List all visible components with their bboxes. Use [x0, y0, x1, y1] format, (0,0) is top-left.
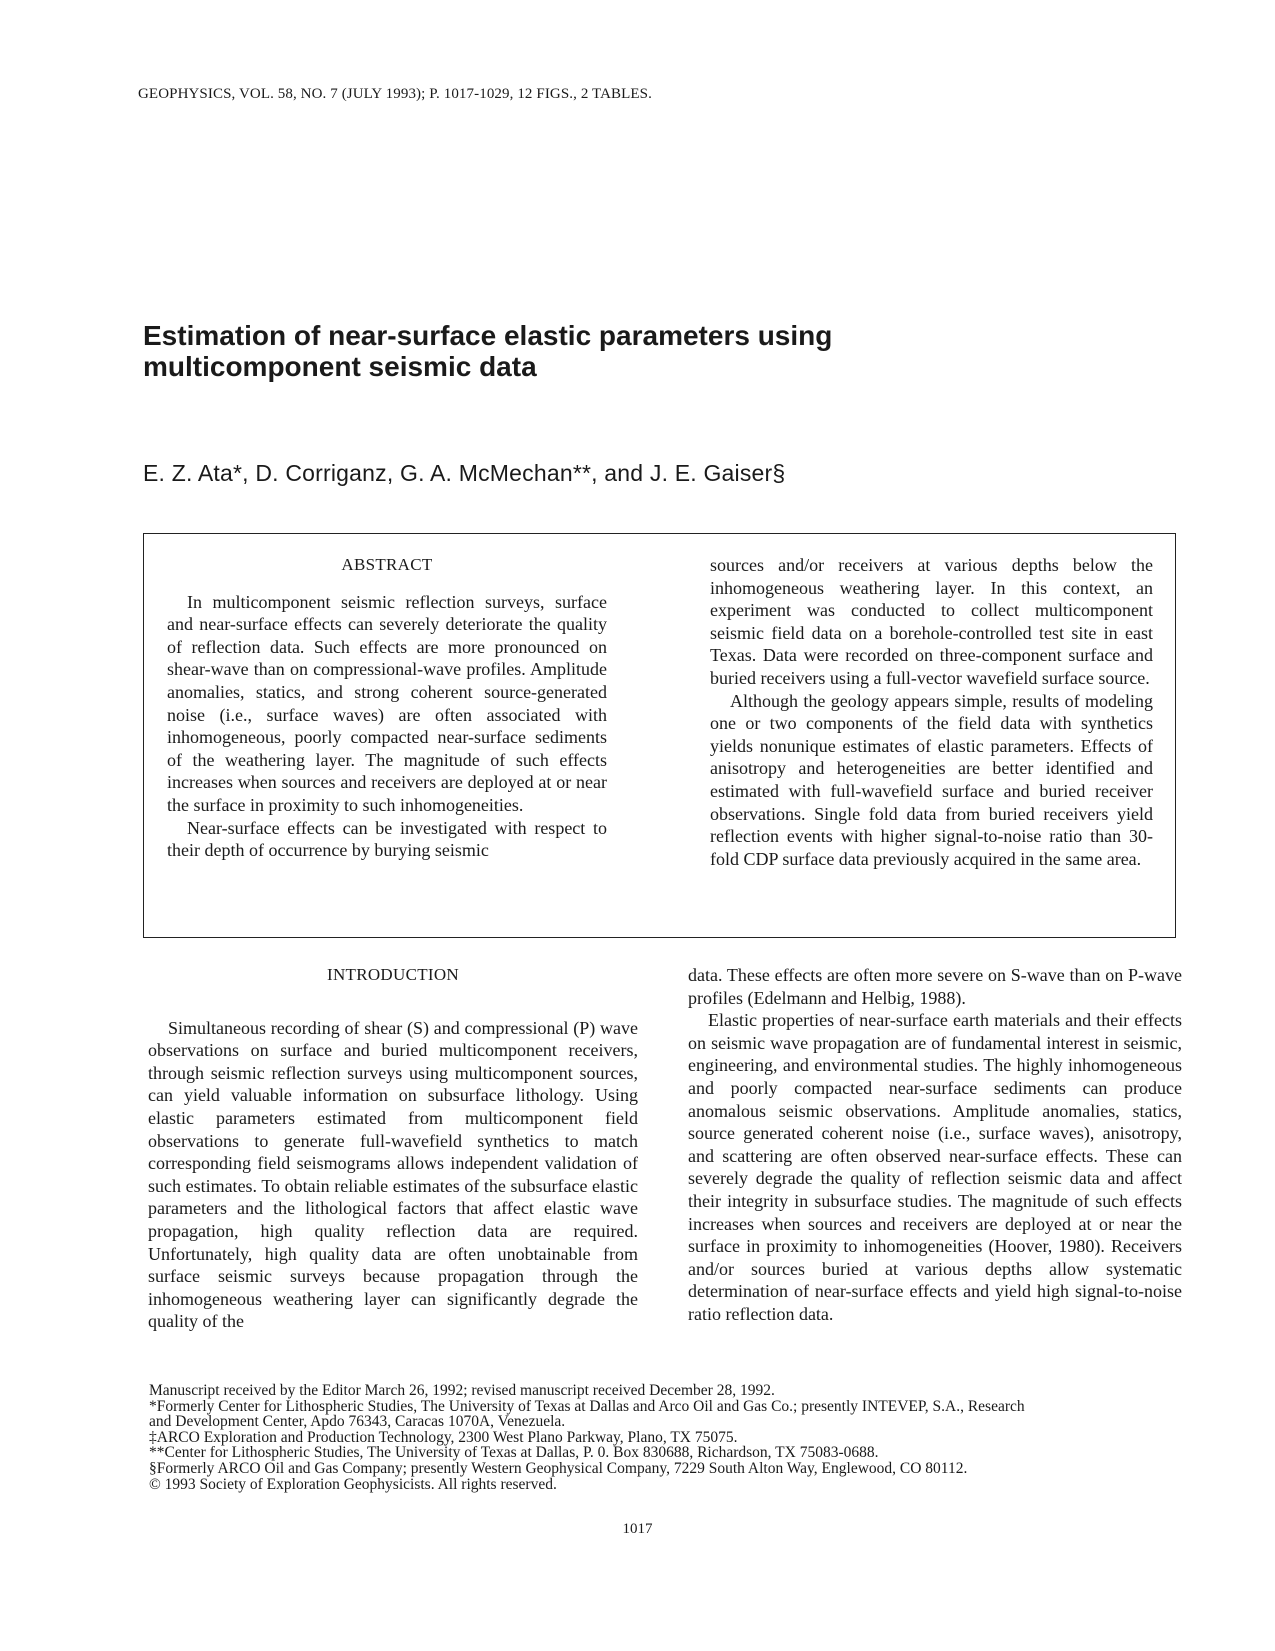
introduction-right-column: [688, 964, 1182, 1326]
introduction-paragraph-2: Elastic properties of near-surface earth materials and their effects on seismic wave propagation are of fundamental interest in seismic, engineering, and environmental studies. The highly inhomogeneous and poorly compacted near-surface sediments can produce anomalous seismic observations. Amplitude anomalies, statics, source generated coherent noise (i.e., surface waves), anisotropy, and scattering are often observed near-surface effects. These can severely degrade the quality of reflection seismic data and affect their integrity in subsurface studies. The magnitude of such effects increases when sources and receivers are deployed at or near the surface in proximity to inhomogeneities (Hoover, 1980). Receivers and/or sources buried at various depths allow systematic determination of near-surface effects and yield high signal-to-noise ratio reflection data.: [688, 1010, 1182, 1324]
abstract-paragraph-2: Near-surface effects can be investigated with respect to their depth of occurrence by burying seismic: [167, 817, 607, 861]
abstract-paragraph-1: In multicomponent seismic reflection surveys, surface and near-surface effects can severely deteriorate the quality of reflection data. Such effects are more pronounced on shear-wave than on compressional-wave profiles. Amplitude anomalies, statics, and strong coherent source-generated noise (i.e., surface waves) are often associated with inhomogeneous, poorly compacted near-surface sediments of the weathering layer. The magnitude of such effects increases when sources and receivers are deployed at or near the surface in proximity to such inhomogeneities.: [167, 591, 607, 815]
abstract-heading: ABSTRACT: [341, 555, 433, 574]
footnote-manuscript: Manuscript received by the Editor March 26, 1992; revised manuscript received December 28, 1992.: [149, 1382, 775, 1399]
footnote-affiliation-gaiser: §Formerly ARCO Oil and Gas Company; presently Western Geophysical Company, 7229 South Alton Way, Englewood, CO 80112.: [149, 1459, 968, 1477]
abstract-right-column: [710, 554, 1153, 870]
running-head: GEOPHYSICS, VOL. 58, NO. 7 (JULY 1993); P. 1017-1029, 12 FIGS., 2 TABLES.: [138, 86, 652, 102]
footnote-affiliation-ata: *Formerly Center for Lithospheric Studies, The University of Texas at Dallas and Arco Oil and Gas Co.; presently INTEVEP, S.A., Research: [149, 1397, 1025, 1415]
abstract-box: [143, 533, 1176, 938]
footnotes: [149, 1383, 1189, 1492]
footnote-affiliation-ata-cont: and Development Center, Apdo 76343, Caracas 1070A, Venezuela.: [149, 1413, 566, 1431]
footnote-affiliation-mcmechan: **Center for Lithospheric Studies, The University of Texas at Dallas, P. 0. Box 830688, Richardson, TX 75083-0688.: [149, 1444, 879, 1462]
abstract-paragraph-3: Although the geology appears simple, results of modeling one or two components of the field data with synthetics yields nonunique estimates of elastic parameters. Effects of anisotropy and heterogeneities are better identified and estimated with full-wavefield surface and buried receiver observations. Single fold data from buried receivers yield reflection events with higher signal-to-noise ratio than 30-fold CDP surface data previously acquired in the same area.: [710, 690, 1153, 869]
introduction-paragraph-1: Simultaneous recording of shear (S) and compressional (P) wave observations on surface and buried multicomponent receivers, through seismic reflection surveys using multicomponent sources, can yield valuable information on subsurface lithology. Using elastic parameters estimated from multicomponent field observations to generate full-wavefield synthetics to match corresponding field seismograms allows independent validation of such estimates. To obtain reliable estimates of the subsurface elastic parameters and the lithological factors that affect elastic wave propagation, high quality reflection data are required. Unfortunately, high quality data are often unobtainable from surface seismic surveys because propagation through the inhomogeneous weathering layer can significantly degrade the quality of the: [148, 1017, 638, 1332]
footnote-affiliation-corrigan: ‡ARCO Exploration and Production Technology, 2300 West Plano Parkway, Plano, TX 75075.: [149, 1428, 738, 1446]
paper-title: [143, 320, 903, 382]
author-list: E. Z. Ata*, D. Corriganz, G. A. McMechan**, and J. E. Gaiser§: [143, 460, 786, 486]
introduction-heading: INTRODUCTION: [326, 965, 460, 984]
title-line-1: Estimation of near-surface elastic parameters using: [143, 320, 833, 351]
abstract-paragraph-2-cont: sources and/or receivers at various depths below the inhomogeneous weathering layer. In this context, an experiment was conducted to collect multicomponent seismic field data on a borehole-controlled test site in east Texas. Data were recorded on three-component surface and buried receivers using a full-vector wavefield surface source.: [710, 555, 1153, 688]
title-line-2: multicomponent seismic data: [143, 351, 537, 382]
footnote-copyright: © 1993 Society of Exploration Geophysicists. All rights reserved.: [149, 1475, 557, 1493]
abstract-left-column: [167, 554, 607, 862]
introduction-paragraph-1-cont: data. These effects are often more severe on S-wave than on P-wave profiles (Edelmann and Helbig, 1988).: [688, 965, 1182, 1008]
introduction-left-column: [148, 964, 638, 1333]
page-number: 1017: [622, 1521, 653, 1537]
